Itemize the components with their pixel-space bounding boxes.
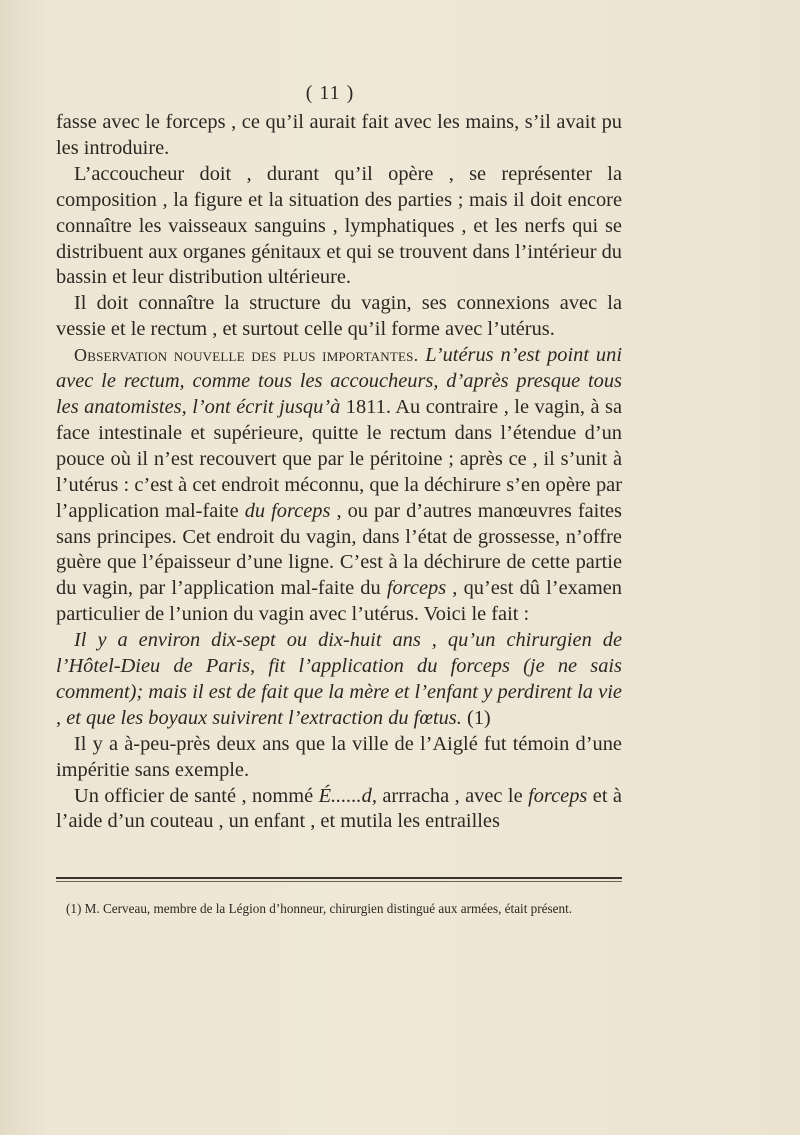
text-run: , ou par d’autres manœuvres faites sans principes. Cet endroit du vagin, dans l’état de grossesse, n’offre guère que l’épaisseur d’une ligne. C’est à la déchirure de cette partie du vagin, par l’application mal-faite du — [56, 499, 622, 600]
italic-text: du forceps — [244, 499, 331, 522]
paragraph — [56, 732, 622, 784]
text-run: , qu’est dû l’examen particulier de l’union du vagin avec l’utérus. Voici le fait : — [56, 577, 622, 626]
footnote-rule — [56, 877, 622, 879]
text-run: Il y a à-peu-près deux ans que la ville de l’Aiglé fut témoin d’une impéritie sans exemple. — [56, 732, 622, 781]
italic-text: É......d, — [318, 784, 377, 807]
smallcaps-heading: Observation nouvelle des plus importantes. — [74, 345, 419, 366]
paragraph — [56, 162, 622, 292]
text-run: et à l’aide d’un couteau , un enfant , et mutila les entrailles — [56, 784, 622, 833]
paragraph — [56, 343, 622, 628]
paragraph — [56, 291, 622, 343]
text-run: L’accoucheur doit , durant qu’il opère , se représenter la composition , la figure et la situation des parties ; mais il doit encore connaître les vaisseaux sanguins , lymphatiques , et les nerfs qui se distribuent aux organes génitaux et qui se trouvent dans l’intérieur du bassin et leur distribution ultérieure. — [56, 162, 622, 289]
text-run: Il doit connaître la structure du vagin, ses connexions avec la vessie et le rectum , et surtout celle qu’il forme avec l’utérus. — [56, 292, 622, 341]
paragraph — [56, 628, 622, 732]
body-text — [56, 110, 622, 835]
page-number: ( 11 ) — [305, 82, 355, 104]
italic-text: forceps — [528, 784, 588, 807]
footnote: (1) M. Cerveau, membre de la Légion d’honneur, chirurgien distingué aux armées, était présent. — [66, 901, 573, 916]
text-run: fasse avec le forceps , ce qu’il aurait fait avec les mains, s’il avait pu les introduire. — [56, 111, 622, 159]
paragraph — [56, 784, 622, 836]
text-run: arrracha , avec le — [376, 784, 529, 807]
italic-text: L’utérus n’est point uni avec le rectum, comme tous les accoucheurs, d’après presque tous les anatomistes, l’ont écrit jusqu’à — [56, 344, 622, 418]
text-run: (1) — [461, 706, 491, 729]
text-run: 1811. Au contraire , le vagin, à sa face intestinale et supérieure, quitte le rectum dans l’étendue d’un pouce où il n’est recouvert que par le péritoine ; après ce , il s’unit à l’utérus : c’est à cet endroit méconnu, que la déchirure s’en opère par l’application mal-faite — [56, 395, 622, 522]
text-run: Un officier de santé , nommé — [74, 784, 319, 807]
footnote-rule-thin — [56, 881, 622, 882]
italic-text: Il y a environ dix-sept ou dix-huit ans , qu’un chirurgien de l’Hôtel-Dieu de Paris, fit l’application du forceps (je ne sais comment); mais il est de fait que la mère et l’enfant y perdirent la vie , et que les boyaux suivirent l’extraction du fœtus. — [56, 629, 622, 729]
italic-text: forceps — [386, 577, 447, 600]
paragraph — [56, 110, 622, 162]
